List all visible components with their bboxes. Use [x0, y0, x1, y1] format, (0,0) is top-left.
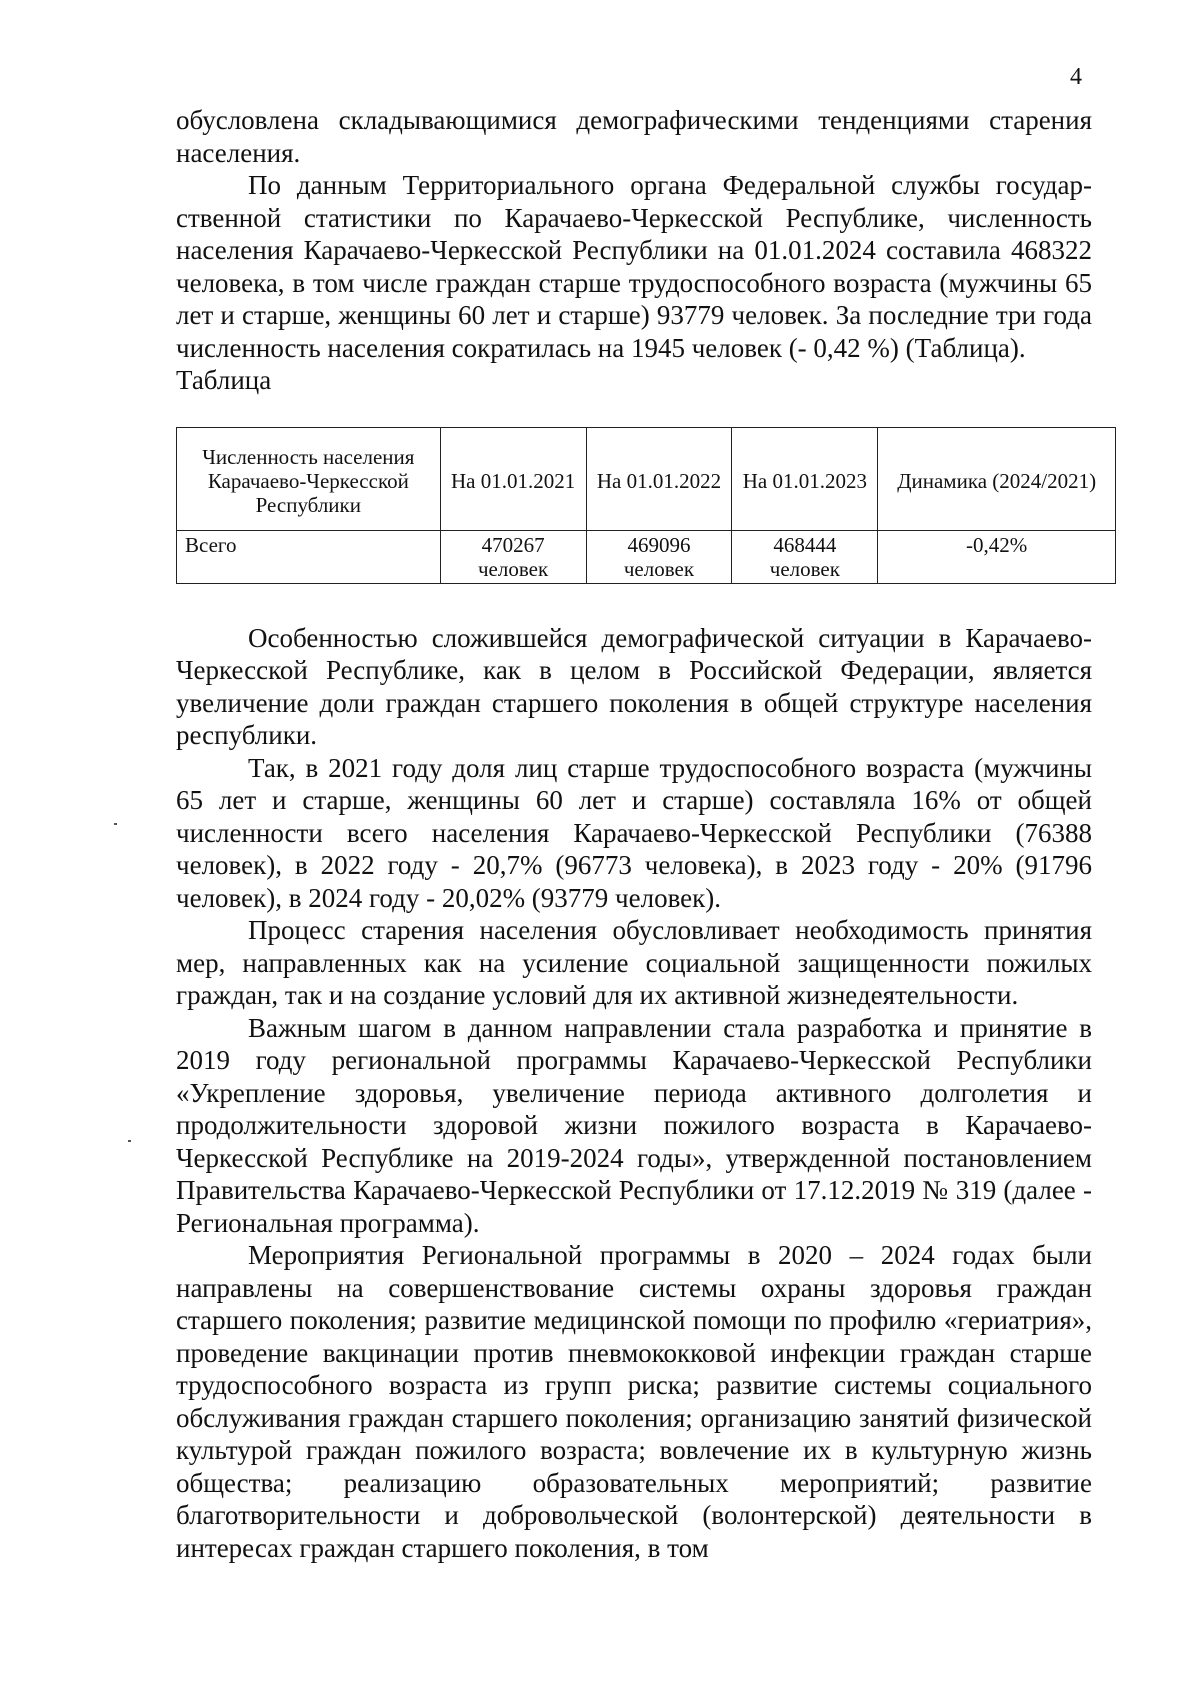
- paragraph: Процесс старения населения обусловливает необходимость принятия мер, направленных как на усиление социальной защищенности пожилых граждан, так и на создание условий для их активной жизнедеятельности.: [176, 915, 1092, 1010]
- population-table: [176, 427, 1116, 584]
- table-header-cell: На 01.01.2022: [586, 427, 732, 530]
- table-header-cell: На 01.01.2023: [732, 427, 878, 530]
- paragraph: Мероприятия Региональной программы в 2020 – 2024 годах были направлены на совершенствование системы охраны здоровья граждан старшего поколения; развитие медицинской помощи по профилю «гериатрия», проведение вакцинации против пневмококковой инфекции граждан старше трудоспособного возраста из групп риска; развитие системы социального обслуживания граждан старшего поколения; организацию занятий физической культурой граждан пожилого возраста; вовлечение их в культурную жизнь общества; реализацию образовательных мероприятий; развитие благотворительности и добровольческой (волонтерской) деятельности в интересах граждан старшего поколения, в том: [176, 1240, 1092, 1563]
- scan-mark: [128, 1140, 131, 1142]
- paragraph: Так, в 2021 году доля лиц старше трудоспособного возраста (мужчины 65 лет и старше, женщины 60 лет и старше) составляла 16% от общей численности всего населения Карачаево-Черкесской Республики (76388 человек), в 2022 году - 20,7% (96773 человека), в 2023 году - 20% (91796 человек), в 2024 году - 20,02% (93779 человек).: [176, 752, 1092, 913]
- cell-unit: человек: [477, 556, 549, 581]
- table-caption: Таблица: [176, 365, 272, 395]
- table-cell: [732, 530, 878, 583]
- table-header-cell: Динамика (2024/2021): [878, 427, 1116, 530]
- table-cell: [440, 530, 586, 583]
- table-cell: [878, 530, 1116, 583]
- cell-unit: человек: [769, 556, 840, 581]
- scan-mark: [114, 823, 117, 825]
- cell-value: 468444: [773, 532, 837, 557]
- paragraph: Важным шагом в данном направлении стала разработка и принятие в 2019 году региональной программы Карачаево-Черкесской Республики «Укрепление здоровья, увеличение периода активного долголетия и продолжительности здоровой жизни пожилого возраста в Карачаево-Черкесской Республике на 2019-2024 годы», утвержденной постановлением Правительства Карачаево-Черкесской Республики от 17.12.2019 № 319 (далее - Региональная программа).: [176, 1012, 1092, 1238]
- table-row-label: Всего: [177, 530, 441, 583]
- table-header-cell: На 01.01.2021: [440, 427, 586, 530]
- table-header-cell: Численность населения Карачаево-Черкесской Республики: [177, 427, 441, 530]
- cell-value: -0,42%: [966, 532, 1028, 557]
- paragraph: обусловлена складывающимися демографическими тенденциями старения населения.: [176, 105, 1092, 168]
- table-header-row: [177, 427, 1116, 530]
- table-cell: [586, 530, 732, 583]
- cell-value: 469096: [627, 532, 691, 557]
- page-number: 4: [1070, 64, 1082, 90]
- cell-value: 470267: [481, 532, 545, 557]
- cell-unit: человек: [623, 556, 695, 581]
- table-row: [177, 530, 1116, 583]
- paragraph: По данным Территориального органа Федеральной службы государственной статистики по Карачаево-Черкесской Республике, численность населения Карачаево-Черкесской Республики на 01.01.2024 составила 468322 человека, в том числе граждан старше трудоспособного возраста (мужчины 65 лет и старше, женщины 60 лет и старше) 93779 человек. За последние три года численность населения сократилась на 1945 человек (- 0,42 %) (Таблица).: [176, 170, 1092, 363]
- document-body: [176, 104, 1097, 1564]
- paragraph: Особенностью сложившейся демографической ситуации в Карачаево-Черкесской Республике, как в целом в Российской Федерации, является увеличение доли граждан старшего поколения в общей структуре населения республики.: [176, 622, 1092, 750]
